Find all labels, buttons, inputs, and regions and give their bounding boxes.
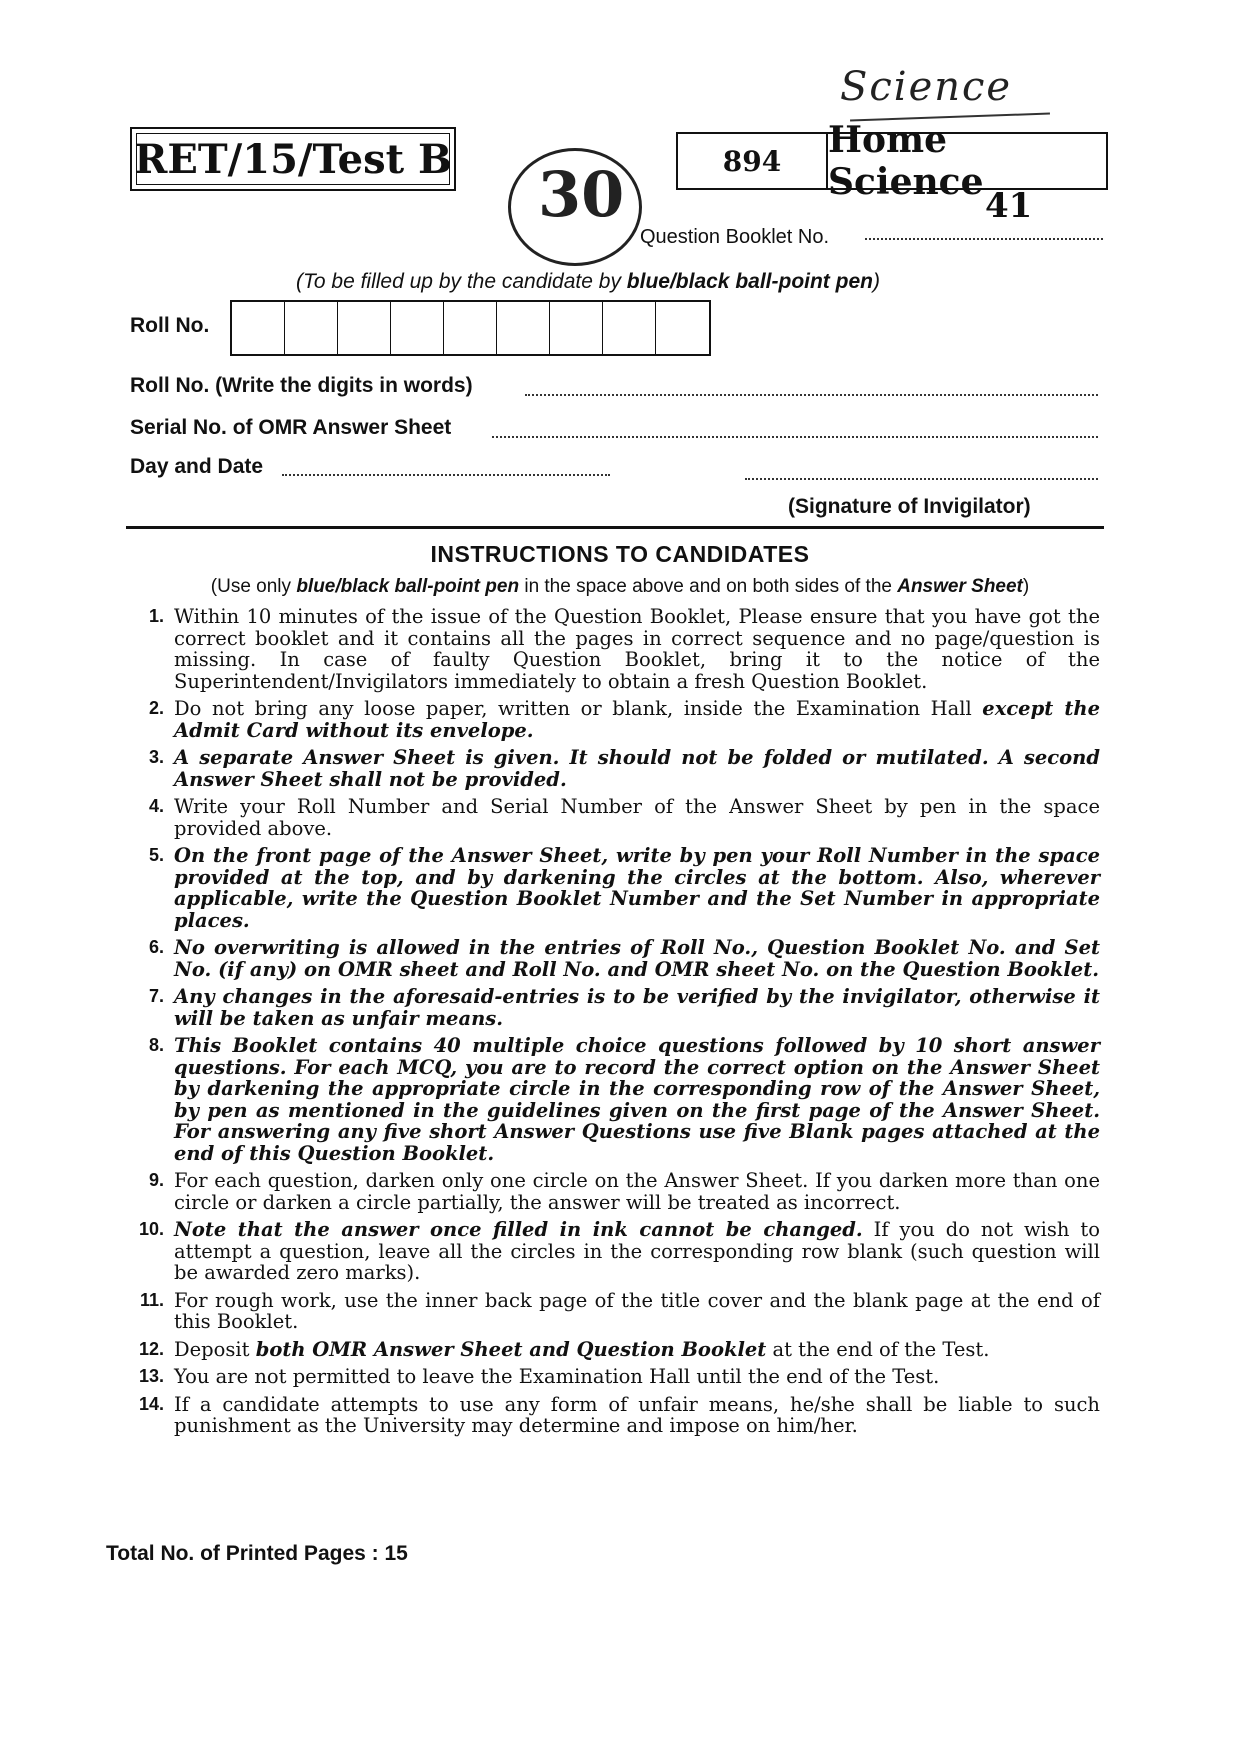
fill-note-pre: (To be filled up by the candidate by [296,270,627,293]
instruction-pre: Within 10 minutes of the issue of the Question Booklet, Please ensure that you have got the correct booklet and it contains all the pages in correct sequence and no page/question is missing. In case of faulty Question Booklet, bring it to the notice of the Superintendent/Invigilators immediately to obtain a fresh Question Booklet. [174,605,1100,693]
sub-post: ) [1022,576,1030,597]
instruction-item [118,606,1100,692]
roll-digit-box[interactable] [497,302,550,354]
instruction-item [118,1170,1100,1213]
instruction-item [118,937,1100,980]
instruction-text [174,937,1100,980]
instruction-number: 11. [139,1289,164,1310]
subject-name: Home Science [828,119,984,203]
instruction-text [174,747,1100,790]
instruction-text [174,1219,1100,1284]
instruction-item [118,1290,1100,1333]
instruction-em: On the front page of the Answer Sheet, write by pen your Roll Number in the space provided at the top, and by darkening the circles at the bottom. Also, wherever applicable, write the Question Booklet Number and the Set Number in appropriate places. [174,844,1100,932]
instruction-item [118,747,1100,790]
instruction-em: No overwriting is allowed in the entries of Roll No., Question Booklet No. and Set No. (if any) on OMR sheet and Roll No. and OMR sheet No. on the Question Booklet. [174,936,1100,981]
handwritten-subject: Science [840,64,1013,110]
subject-code-box [676,119,1108,203]
instruction-em: Any changes in the aforesaid-entries is to be verified by the invigilator, otherwise it will be taken as unfair means. [174,985,1100,1030]
instruction-item [118,986,1100,1029]
instruction-pre: For each question, darken only one circle on the Answer Sheet. If you darken more than one circle or darken a circle partially, the answer will be treated as incorrect. [174,1169,1100,1214]
instruction-pre: Write your Roll Number and Serial Number of the Answer Sheet by pen in the space provided above. [174,795,1100,840]
instruction-pre: You are not permitted to leave the Examination Hall until the end of the Test. [174,1365,940,1388]
instruction-item [118,1219,1100,1284]
instructions-subtitle [0,576,1240,598]
instruction-text [174,845,1100,931]
instruction-text [174,1339,1100,1361]
instruction-pre: Do not bring any loose paper, written or blank, inside the Examination Hall [174,697,983,720]
test-code-box: RET/15/Test B [130,127,456,191]
instruction-number: 13. [138,1366,164,1386]
instruction-number: 2. [148,698,164,718]
date-label: Day and Date [130,455,264,478]
divider [126,526,1104,529]
instruction-item [118,845,1100,931]
instruction-em: Note that the answer once filled in ink cannot be changed. [174,1218,863,1241]
instructions-list [118,606,1100,1443]
instruction-number: 5. [148,845,164,865]
date-field[interactable] [282,474,610,476]
roll-digit-box[interactable] [391,302,444,354]
booklet-number: 41 [985,186,1033,226]
sub-mid: in the space above and on both sides of the [519,576,898,597]
instruction-number: 9. [148,1170,164,1190]
instruction-number: 7. [148,986,164,1006]
instruction-text [174,986,1100,1029]
roll-digit-box[interactable] [338,302,391,354]
instruction-item [118,796,1100,839]
instruction-number: 6. [148,937,164,957]
instruction-text [174,606,1100,692]
roll-number-boxes[interactable] [230,300,711,356]
instruction-pre: If a candidate attempts to use any form of unfair means, he/she shall be liable to such punishment as the University may determine and impose on him/her. [174,1392,1100,1437]
instruction-text [174,1394,1100,1437]
instruction-number: 10. [138,1219,164,1239]
roll-digit-box[interactable] [285,302,338,354]
instruction-item [118,1339,1100,1361]
instruction-number: 14. [138,1393,164,1414]
fill-note [296,270,880,294]
instruction-text [174,1035,1100,1164]
instruction-post: at the end of the Test. [766,1337,990,1361]
subject-code: 894 [678,134,828,188]
serial-label: Serial No. of OMR Answer Sheet [130,416,452,439]
signature-label: (Signature of Invigilator) [788,495,1031,518]
instruction-item [118,1366,1100,1388]
booklet-number-field[interactable] [865,238,1103,240]
roll-digit-box[interactable] [603,302,656,354]
roll-digit-box[interactable] [444,302,497,354]
roll-label: Roll No. [130,314,210,337]
instruction-number: 1. [148,606,164,626]
instruction-pre: For rough work, use the inner back page of the title cover and the blank page at the end of this Booklet. [174,1288,1100,1333]
roll-digit-box[interactable] [550,302,603,354]
roll-words-field[interactable] [525,394,1098,396]
sub-emph1: blue/black ball-point pen [296,576,520,597]
instruction-text [174,1290,1100,1333]
instruction-number: 12. [138,1338,164,1359]
instruction-post: If you do not wish to attempt a question, leave all the circles in the corresponding row blank (such question will be awarded zero marks). [174,1218,1101,1284]
instruction-text [174,698,1100,741]
fill-note-emph: blue/black ball-point pen [626,270,873,293]
instruction-text [174,1170,1100,1213]
roll-digit-box[interactable] [232,302,285,354]
instruction-pre: Deposit [174,1337,256,1361]
roll-words-label: Roll No. (Write the digits in words) [130,374,473,397]
instruction-em: both OMR Answer Sheet and Question Booklet [255,1337,767,1361]
instruction-number: 8. [148,1035,164,1055]
instruction-text [174,1366,1100,1388]
serial-field[interactable] [492,436,1098,438]
instruction-em: This Booklet contains 40 multiple choice questions followed by 10 short answer questions. For each MCQ, you are to record the correct option on the Answer Sheet by darkening the appropriate circle in the corresponding row of the Answer Sheet, by pen as mentioned in the guidelines given on the first page of the Answer Sheet. For answering any five short Answer Questions use five Blank pages attached at the end of this Question Booklet. [174,1034,1100,1165]
instruction-number: 4. [148,796,164,816]
instruction-item [118,1394,1100,1437]
booklet-label: Question Booklet No. [640,226,829,248]
total-pages: Total No. of Printed Pages : 15 [106,1542,408,1565]
instruction-number: 3. [148,747,164,767]
instruction-em: except the Admit Card without its envelope. [174,697,1100,742]
instruction-item [118,1035,1100,1164]
instruction-em: A separate Answer Sheet is given. It should not be folded or mutilated. A second Answer Sheet shall not be provided. [174,746,1100,791]
sub-emph2: Answer Sheet [897,576,1023,597]
roll-digit-box[interactable] [656,302,709,354]
instruction-text [174,796,1100,839]
instruction-item [118,698,1100,741]
sub-pre: (Use only [210,576,297,597]
instructions-title: INSTRUCTIONS TO CANDIDATES [430,541,810,567]
fill-note-post: ) [872,270,880,293]
handwritten-number: 30 [538,158,625,231]
signature-field[interactable] [745,478,1098,480]
